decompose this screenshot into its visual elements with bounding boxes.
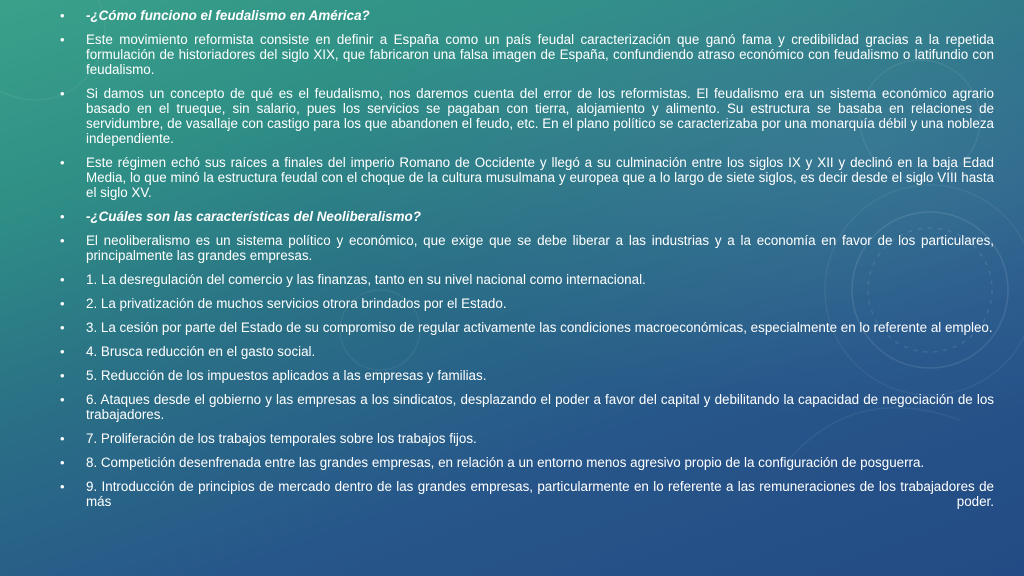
bullet-item xyxy=(58,455,994,470)
bullet-text: 3. La cesión por parte del Estado de su compromiso de regular activamente las condiciones macroeconómicas, especialmente en lo referente al empleo. xyxy=(86,320,993,335)
bullet-item xyxy=(58,392,994,422)
slide-body xyxy=(58,8,994,518)
bullet-point-icon: • xyxy=(60,296,65,311)
bullet-point-icon: • xyxy=(60,320,65,335)
bullet-item xyxy=(58,233,994,263)
bullet-text: 2. La privatización de muchos servicios otrora brindados por el Estado. xyxy=(86,296,507,311)
bullet-text: 7. Proliferación de los trabajos temporales sobre los trabajos fijos. xyxy=(86,431,477,446)
bullet-point-icon: • xyxy=(60,272,65,287)
bullet-item xyxy=(58,368,994,383)
bullet-list xyxy=(58,8,994,509)
bullet-text: -¿Cuáles son las características del Neoliberalismo? xyxy=(86,209,421,224)
bullet-text: -¿Cómo funciono el feudalismo en América? xyxy=(86,8,370,23)
bullet-point-icon: • xyxy=(60,479,65,494)
bullet-item xyxy=(58,344,994,359)
bullet-text: 9. Introducción de principios de mercado dentro de las grandes empresas, particularmente en lo referente a las remuneraciones de los trabajadores de más poder. xyxy=(86,479,994,509)
bullet-item xyxy=(58,155,994,200)
bullet-text: Este régimen echó sus raíces a finales del imperio Romano de Occidente y llegó a su culminación entre los siglos IX y XII y declinó en la baja Edad Media, lo que minó la estructura feudal con el choque de la cultura musulmana y europea que a lo largo de siete siglos, es decir desde el siglo VIII hasta el siglo XV. xyxy=(86,155,994,200)
bullet-point-icon: • xyxy=(60,455,65,470)
bullet-point-icon: • xyxy=(60,431,65,446)
bullet-point-icon: • xyxy=(60,8,65,23)
bullet-text: 8. Competición desenfrenada entre las grandes empresas, en relación a un entorno menos agresivo propio de la configuración de posguerra. xyxy=(86,455,925,470)
bullet-item xyxy=(58,431,994,446)
bullet-item xyxy=(58,296,994,311)
question-heading-item xyxy=(58,209,994,224)
bullet-point-icon: • xyxy=(60,32,65,47)
bullet-item xyxy=(58,32,994,77)
question-heading-item xyxy=(58,8,994,23)
bullet-point-icon: • xyxy=(60,344,65,359)
bullet-point-icon: • xyxy=(60,155,65,170)
bullet-item xyxy=(58,320,994,335)
bullet-point-icon: • xyxy=(60,86,65,101)
bullet-item xyxy=(58,86,994,146)
bullet-point-icon: • xyxy=(60,233,65,248)
bullet-text: Este movimiento reformista consiste en definir a España como un país feudal caracterización que ganó fama y credibilidad gracias a la repetida formulación de historiadores del siglo XIX, que fabricaron una falsa imagen de España, confundiendo atraso económico con feudalismo o latifundio con feudalismo. xyxy=(86,32,994,77)
bullet-text: 4. Brusca reducción en el gasto social. xyxy=(86,344,316,359)
bullet-text: 1. La desregulación del comercio y las finanzas, tanto en su nivel nacional como internacional. xyxy=(86,272,646,287)
bullet-point-icon: • xyxy=(60,209,65,224)
bullet-text: El neoliberalismo es un sistema político y económico, que exige que se debe liberar a las industrias y a la economía en favor de los particulares, principalmente las grandes empresas. xyxy=(86,233,994,263)
bullet-text: 6. Ataques desde el gobierno y las empresas a los sindicatos, desplazando el poder a favor del capital y debilitando la capacidad de negociación de los trabajadores. xyxy=(86,392,994,422)
bullet-item xyxy=(58,479,994,509)
bullet-item xyxy=(58,272,994,287)
bullet-point-icon: • xyxy=(60,368,65,383)
bullet-text: 5. Reducción de los impuestos aplicados a las empresas y familias. xyxy=(86,368,487,383)
bullet-point-icon: • xyxy=(60,392,65,407)
bullet-text: Si damos un concepto de qué es el feudalismo, nos daremos cuenta del error de los reformistas. El feudalismo era un sistema económico agrario basado en el trueque, sin salario, pues los servicios se pagaban con tierra, alojamiento y alimento. Su estructura se basaba en relaciones de servidumbre, de vasallaje con castigo para los que abandonen el feudo, etc. En el plano político se caracterizaba por una monarquía débil y una nobleza independiente. xyxy=(86,86,994,146)
